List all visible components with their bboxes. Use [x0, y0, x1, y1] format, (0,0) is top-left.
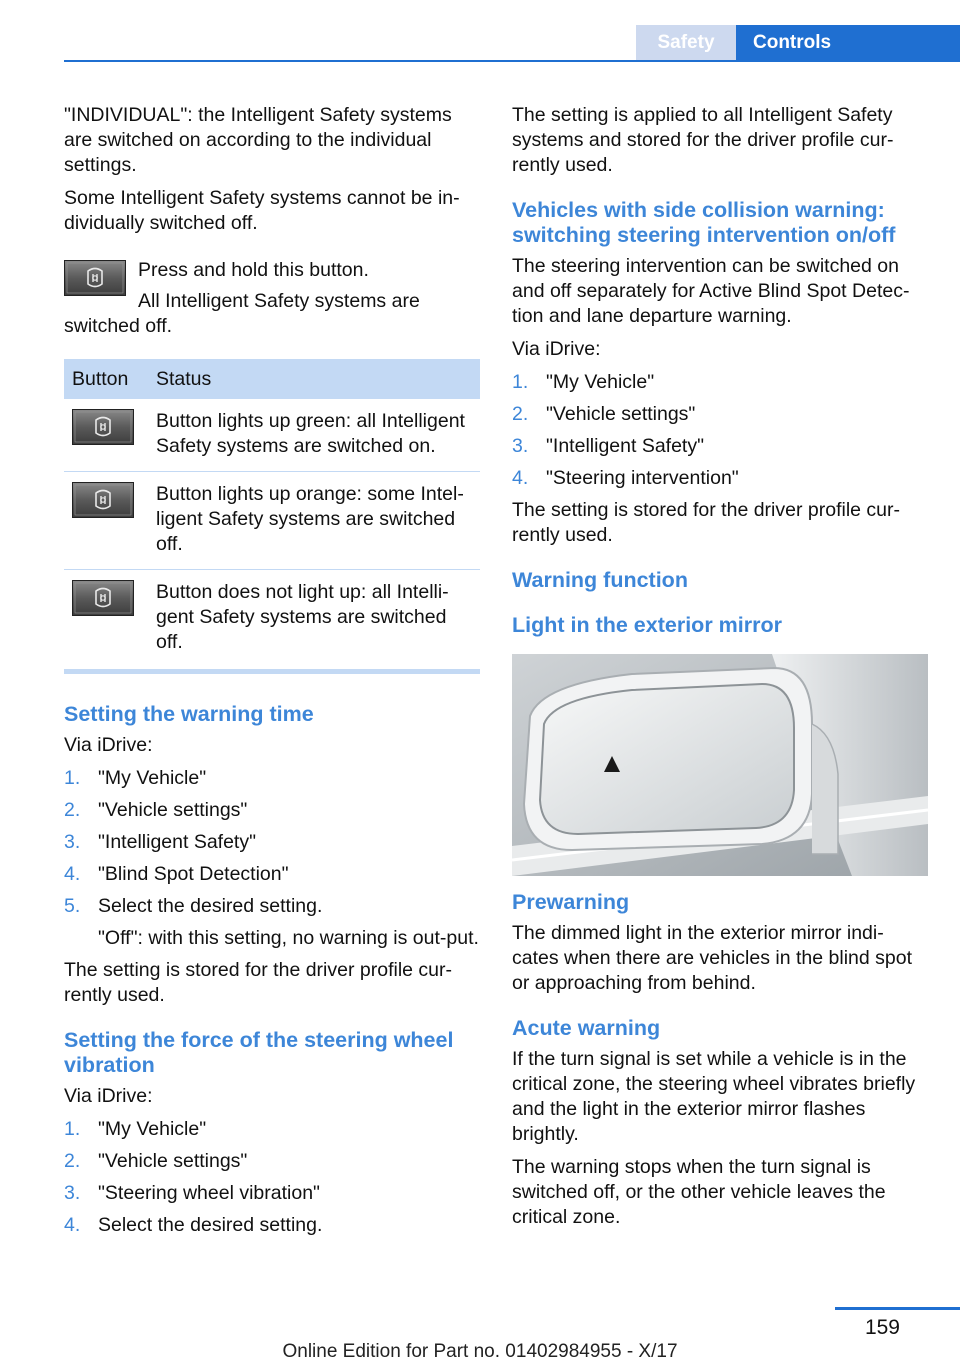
- table-header-status: Status: [148, 359, 480, 399]
- steering-intervention-paragraph: The steering intervention can be switched on and off separately for Active Blind Spot Detec-tion and lane departure warning.: [512, 255, 910, 327]
- applied-paragraph: The setting is applied to all Intelligent Safety systems and stored for the driver profile cur-rently used.: [512, 104, 894, 176]
- heading-light-mirror: Light in the exterior mirror: [512, 613, 782, 637]
- list-item: 5. Select the desired setting. "Off": with this setting, no warning is out-put.: [64, 895, 479, 949]
- tab-safety[interactable]: Safety: [636, 25, 736, 61]
- press-hold-text: Press and hold this button.: [138, 259, 369, 281]
- list-item: 4. "Blind Spot Detection": [64, 863, 289, 885]
- status-cell: Button does not light up: all Intelli-gent Safety systems are switched off.: [148, 570, 480, 672]
- table-row: [64, 399, 480, 472]
- list-item: 4. Select the desired setting.: [64, 1214, 323, 1236]
- button-off-icon: [72, 580, 134, 616]
- heading-steering-vibration: Setting the force of the steering wheel vibration: [64, 1028, 454, 1077]
- via-idrive-1: Via iDrive:: [64, 734, 153, 756]
- all-switched-off-text: All Intelligent Safety systems are switched off.: [64, 290, 420, 337]
- status-cell: Button lights up orange: some Intel-ligent Safety systems are switched off.: [148, 472, 480, 570]
- prewarning-paragraph: The dimmed light in the exterior mirror indi-cates when there are vehicles in the blind spot or approaching from behind.: [512, 922, 912, 994]
- header-rule: [64, 60, 960, 62]
- list-item: 1. "My Vehicle": [64, 767, 207, 789]
- list-item: 4. "Steering intervention": [512, 467, 739, 489]
- table-row: [64, 570, 480, 672]
- list-item: 2. "Vehicle settings": [64, 799, 248, 821]
- exterior-mirror-illustration: [512, 654, 928, 876]
- heading-prewarning: Prewarning: [512, 890, 630, 914]
- warning-stops-paragraph: The warning stops when the turn signal is switched off, or the other vehicle leaves the critical zone.: [512, 1156, 886, 1228]
- button-status-table: [64, 359, 480, 674]
- tab-controls[interactable]: Controls: [736, 25, 960, 61]
- table-row: [64, 472, 480, 570]
- list-item: 2. "Vehicle settings": [512, 403, 696, 425]
- via-idrive-3: Via iDrive:: [512, 338, 601, 360]
- list-item: 1. "My Vehicle": [512, 371, 655, 393]
- steering-intervention-steps: [512, 370, 928, 491]
- stored-paragraph-right: The setting is stored for the driver profile cur-rently used.: [512, 499, 900, 546]
- page-number: 159: [864, 1316, 900, 1339]
- switch-off-paragraph: Some Intelligent Safety systems cannot be in-dividually switched off.: [64, 187, 460, 234]
- off-note: "Off": with this setting, no warning is out-put.: [98, 927, 479, 949]
- vibration-steps: [64, 1117, 480, 1238]
- table-header-button: Button: [64, 359, 148, 399]
- header-tabs: [636, 25, 960, 61]
- list-item: 1. "My Vehicle": [64, 1118, 207, 1140]
- left-column: [64, 103, 480, 1245]
- list-item: 3. "Steering wheel vibration": [64, 1182, 320, 1204]
- heading-warning-function: Warning function: [512, 568, 688, 592]
- warning-time-steps: [64, 766, 480, 951]
- press-button-block: [64, 258, 480, 339]
- button-green-icon: [72, 409, 134, 445]
- list-item: 2. "Vehicle settings": [64, 1150, 248, 1172]
- heading-acute-warning: Acute warning: [512, 1016, 661, 1040]
- via-idrive-2: Via iDrive:: [64, 1085, 153, 1107]
- status-cell: Button lights up green: all Intelligent Safety systems are switched on.: [148, 399, 480, 472]
- stored-paragraph: The setting is stored for the driver profile cur-rently used.: [64, 959, 452, 1006]
- list-item: 3. "Intelligent Safety": [64, 831, 257, 853]
- edition-footer: Online Edition for Part no. 01402984955 - X/17: [282, 1341, 678, 1362]
- right-column: [512, 103, 928, 1238]
- list-item: 3. "Intelligent Safety": [512, 435, 705, 457]
- heading-side-collision: Vehicles with side collision warning: switching steering intervention on/off: [512, 198, 896, 247]
- button-orange-icon: [72, 482, 134, 518]
- heading-warning-time: Setting the warning time: [64, 702, 314, 726]
- individual-paragraph: "INDIVIDUAL": the Intelligent Safety systems are switched on according to the individual settings.: [64, 104, 452, 176]
- intelligent-safety-button-icon: [64, 260, 126, 296]
- acute-warning-paragraph: If the turn signal is set while a vehicle is in the critical zone, the steering wheel vibrates briefly and the light in the exterior mirror flashes brightly.: [512, 1048, 916, 1145]
- footer-rule: [835, 1307, 960, 1310]
